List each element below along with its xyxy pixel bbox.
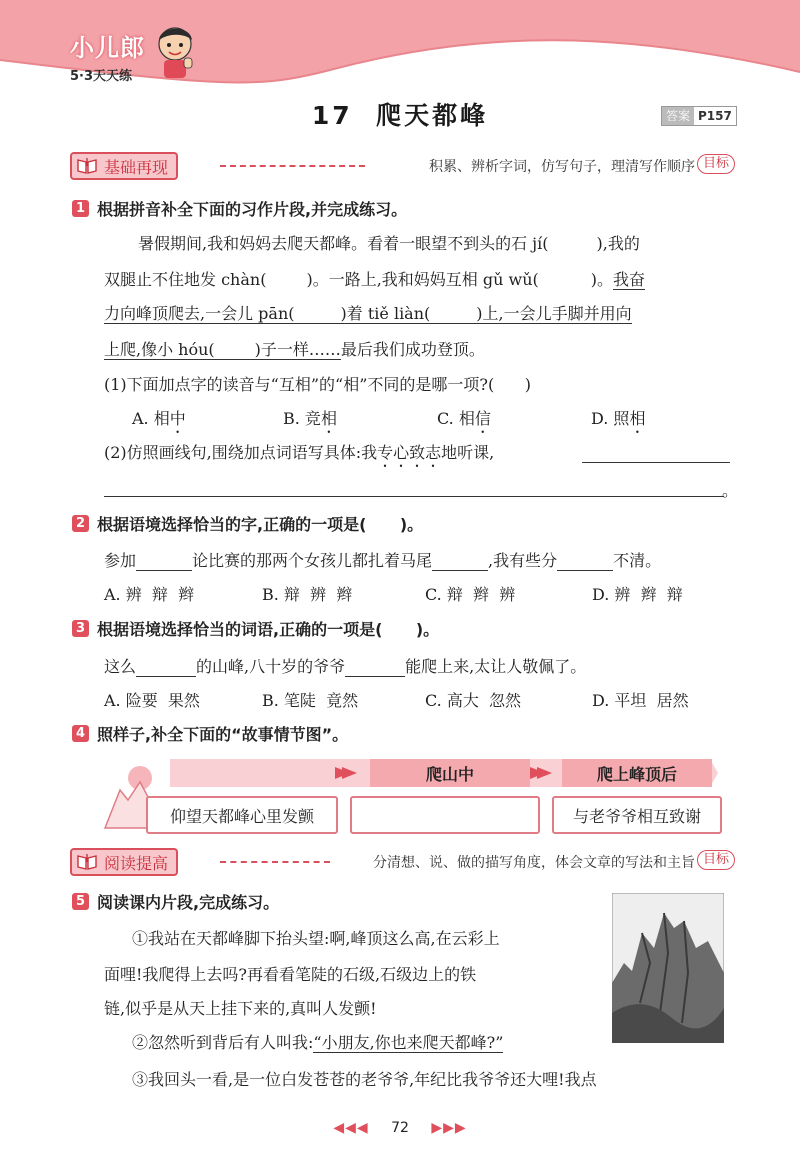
text: 相: [629, 409, 646, 428]
question-number: 2: [72, 515, 89, 532]
answer-page: P157: [698, 109, 732, 123]
text: A. 相: [132, 409, 170, 428]
sub-question-2: [104, 440, 494, 471]
option-d[interactable]: [591, 406, 645, 437]
text: 暑假期间,我和妈妈去爬天都峰。看着一眼望不到头的石 jí(: [138, 234, 549, 253]
text: 地听课,: [441, 443, 495, 462]
passage-line: [104, 301, 632, 324]
section-divider: [220, 861, 330, 863]
text: )着 tiě liàn(: [340, 304, 431, 323]
next-arrows-icon: ▶▶▶: [431, 1120, 467, 1136]
prev-arrows-icon: ◀◀◀: [333, 1120, 369, 1136]
section-header-basic: [70, 152, 735, 178]
text: 信: [474, 409, 491, 428]
answer-tag[interactable]: [661, 106, 737, 126]
answer-line[interactable]: [104, 482, 724, 497]
passage-line: [104, 267, 645, 290]
question-title: 阅读课内片段,完成练习。: [97, 893, 280, 912]
text: 参加: [104, 551, 137, 570]
section-goal: 分清想、说、做的描写角度，体会文章的写法和主旨: [373, 855, 695, 871]
question-4-heading: [72, 722, 348, 745]
stage-3-label: 爬上峰顶后: [596, 764, 677, 784]
question-2-sentence: [104, 548, 661, 571]
question-number: 5: [72, 893, 89, 910]
blank[interactable]: [345, 662, 405, 677]
text: 力向峰顶爬去,一会儿 pān(: [104, 304, 295, 323]
question-1-heading: [72, 197, 407, 220]
blank[interactable]: [136, 556, 192, 571]
text: C. 相: [437, 409, 475, 428]
section-title-pill: [70, 152, 178, 180]
logo: [70, 28, 210, 84]
text: )子一样……: [254, 340, 341, 359]
story-box-2[interactable]: [350, 796, 540, 834]
text: D. 照: [591, 409, 630, 428]
text: 这么: [104, 657, 137, 676]
story-box-1: 仰望天都峰心里发颤: [146, 796, 338, 834]
underlined-sentence: [104, 304, 632, 324]
question-number: 4: [72, 725, 89, 742]
section-header-reading: [70, 848, 735, 874]
passage-line: [104, 337, 485, 360]
question-3-heading: [72, 617, 439, 640]
section-divider: [220, 165, 365, 167]
text: ②忽然听到背后有人叫我:: [132, 1033, 314, 1052]
story-box-3: 与老爷爷相互致谢: [552, 796, 722, 834]
passage-line: [138, 231, 640, 254]
text: 上爬,像小 hóu(: [104, 340, 215, 359]
option-b[interactable]: B. 辩 辨 辫: [262, 585, 353, 604]
option-c[interactable]: C. 辩 辫 辨: [425, 585, 516, 604]
text: 能爬上来,太让人敬佩了。: [405, 657, 587, 676]
sub-question-1: (1)下面加点字的读音与“互相”的“相”不同的是哪一项?( ): [104, 375, 531, 394]
section-title-pill: [70, 848, 178, 876]
section-goal: 积累、辨析字词，仿写句子，理清写作顺序: [429, 159, 695, 175]
stage-2-label: 爬山中: [425, 764, 474, 784]
text: 的山峰,八十岁的爷爷: [196, 657, 346, 676]
text: ,我有些分: [488, 551, 558, 570]
option-c[interactable]: [437, 406, 491, 437]
logo-sub-text: 5·3天天练: [70, 69, 133, 84]
mountain-photo: [612, 893, 724, 1043]
text: 论比赛的那两个女孩儿都扎着马尾: [192, 551, 433, 570]
question-2-heading: [72, 512, 423, 535]
text: 中: [169, 409, 186, 428]
question-number: 3: [72, 620, 89, 637]
underlined-sentence: [104, 340, 341, 360]
option-b[interactable]: B. 笔陡 竟然: [262, 691, 359, 710]
end-mark: 。: [722, 481, 739, 500]
option-a[interactable]: A. 险要 果然: [104, 691, 200, 710]
reading-line: 链,似乎是从天上挂下来的,真叫人发颤!: [104, 999, 377, 1018]
question-title: 根据语境选择恰当的词语,正确的一项是( )。: [97, 620, 440, 639]
page-number: 72: [391, 1120, 409, 1136]
question-title: 照样子,补全下面的“故事情节图”。: [97, 725, 349, 744]
text: 相: [320, 409, 337, 428]
reading-line: 面哩!我爬得上去吗?再看看笔陡的石级,石级边上的铁: [104, 965, 477, 984]
question-number: 1: [72, 200, 89, 217]
lesson-title: 17 爬天都峰: [311, 101, 489, 130]
option-d[interactable]: D. 平坦 居然: [592, 691, 689, 710]
page-number-bar: [0, 1120, 800, 1136]
option-a[interactable]: A. 辨 辩 辫: [104, 585, 195, 604]
text: B. 竞: [283, 409, 321, 428]
blank[interactable]: [557, 556, 613, 571]
text: (2)仿照画线句,围绕加点词语写具体:我: [104, 443, 378, 462]
question-3-sentence: [104, 654, 586, 677]
underlined-sentence: “小朋友,你也来爬天都峰?”: [313, 1033, 504, 1052]
reading-line: ①我站在天都峰脚下抬头望:啊,峰顶这么高,在云彩上: [132, 929, 500, 948]
logo-main-text: 小儿郎: [70, 34, 145, 62]
answer-label: 答案: [662, 107, 694, 125]
text: 最后我们成功登顶。: [340, 340, 485, 359]
book-icon: [76, 853, 98, 871]
question-title: 根据语境选择恰当的字,正确的一项是( )。: [97, 515, 424, 534]
blank[interactable]: [136, 662, 196, 677]
blank[interactable]: [432, 556, 488, 571]
goal-badge: 目标: [697, 850, 735, 870]
option-d[interactable]: D. 辨 辫 辩: [592, 585, 683, 604]
book-icon: [76, 157, 98, 175]
option-b[interactable]: [283, 406, 337, 437]
option-c[interactable]: C. 高大 忽然: [425, 691, 522, 710]
question-5-heading: [72, 890, 279, 913]
option-a[interactable]: [132, 406, 186, 437]
section-title: 基础再现: [104, 157, 169, 177]
text: ),我的: [596, 234, 640, 253]
text: )。一路上,我和妈妈互相 gǔ wǔ(: [306, 270, 539, 289]
text: 专心致志: [377, 443, 442, 462]
text: )。: [590, 270, 613, 289]
text: 不清。: [613, 551, 662, 570]
reading-line: [132, 1030, 503, 1053]
goal-badge: 目标: [697, 154, 735, 174]
text: 双腿止不住地发 chàn(: [104, 270, 267, 289]
section-title: 阅读提高: [104, 853, 169, 873]
question-title: 根据拼音补全下面的习作片段,并完成练习。: [97, 200, 408, 219]
answer-line[interactable]: [582, 448, 730, 463]
text: )上,一会儿手脚并用向: [476, 304, 632, 323]
underlined-sentence: 我奋: [613, 270, 646, 289]
reading-line: ③我回头一看,是一位白发苍苍的老爷爷,年纪比我爷爷还大哩!我点: [132, 1070, 597, 1089]
